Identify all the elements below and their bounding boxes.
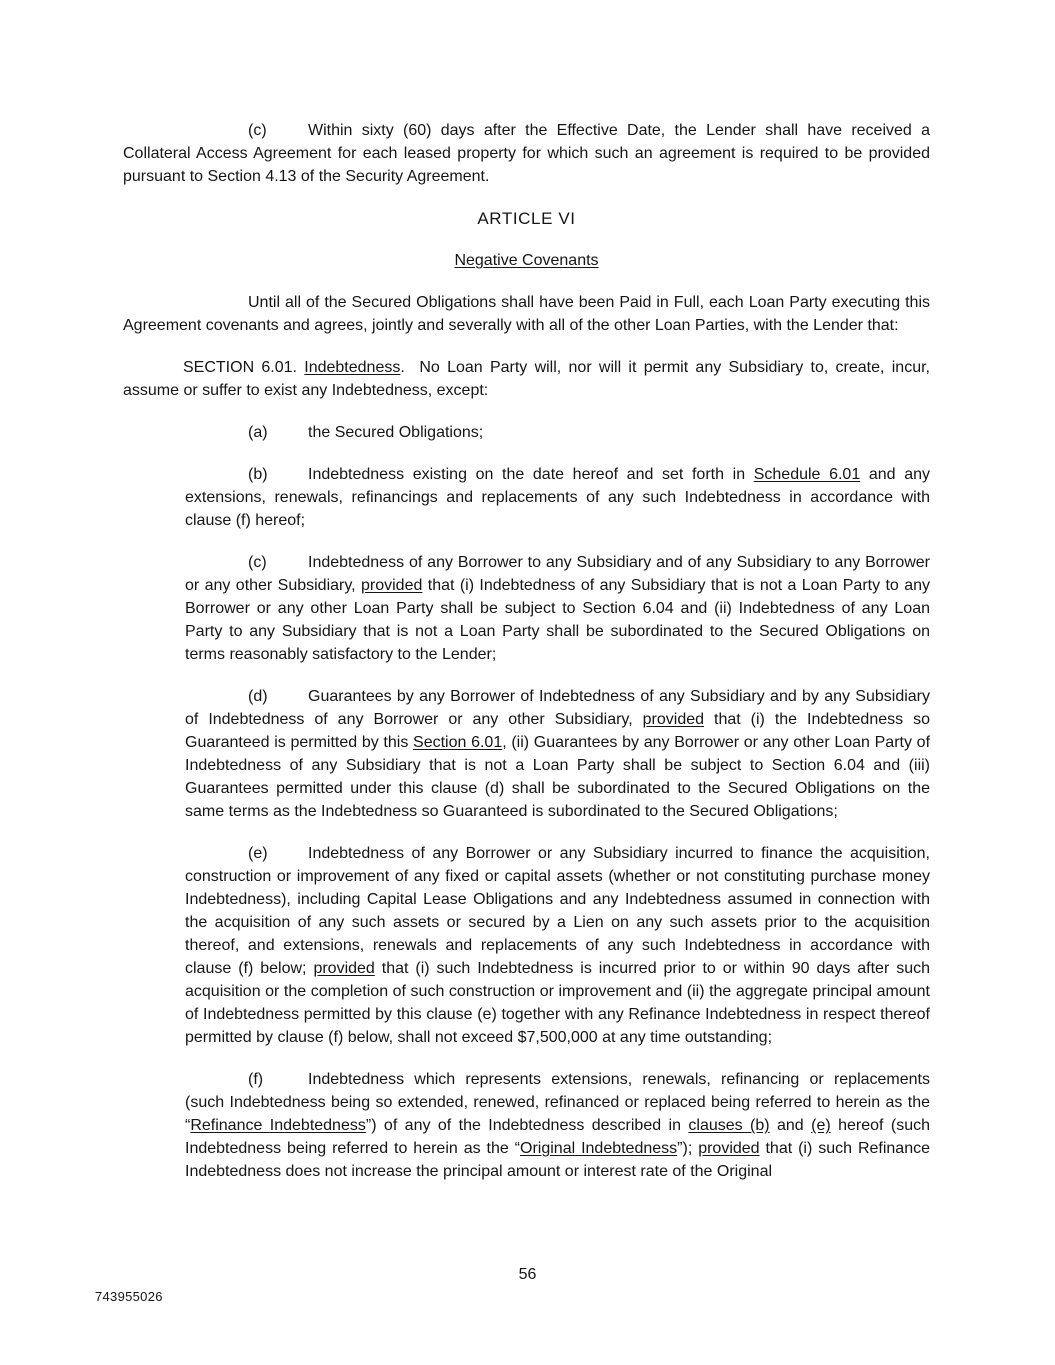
text-run: that (i) the Indebtedness so Guaranteed is permitted by this: [185, 711, 930, 751]
text-run: Until all of the Secured Obligations shall have been Paid in Full, each Loan Party executing this Agreement covenants and agrees, jointly and severally with all of the other Loan Parties, with the Lender that:: [123, 294, 930, 334]
text-run: Indebtedness of any Borrower or any Subsidiary incurred to finance the acquisition, construction or improvement of any fixed or capital assets (whether or not constituting purchase money Indebtedness), including Capital Lease Obligations and any Indebtedness assumed in connection with the acquisition of any such assets or secured by a Lien on any such assets prior to the acquisition thereof, and extensions, renewals and replacements of any such Indebtedness in accordance with clause (f) below;: [185, 845, 930, 977]
underlined-term: provided: [698, 1140, 760, 1157]
underlined-term: Refinance Indebtedness: [190, 1117, 366, 1134]
text-run: ”);: [677, 1140, 699, 1157]
underlined-term: provided: [360, 577, 423, 594]
paragraph: [185, 842, 930, 1049]
document-id-stamp: 743955026: [95, 1289, 163, 1304]
clause-label: (a): [248, 424, 268, 441]
underlined-term: Schedule 6.01: [753, 466, 861, 483]
text-run: and any extensions, renewals, refinancings and replacements of any such Indebtedness in accordance with clause (f) hereof;: [185, 466, 930, 529]
text-run: that (i) Indebtedness of any Subsidiary that is not a Loan Party to any Borrower or any other Loan Party shall be subject to Section 6.04 and (ii) Indebtedness of any Loan Party to any Subsidiary that is not a Loan Party shall be subordinated to the Secured Obligations on terms reasonably satisfactory to the Lender;: [185, 577, 930, 663]
text-run: that (i) such Refinance Indebtedness does not increase the principal amount or interest rate of the Original: [185, 1140, 931, 1180]
text-run: . No Loan Party will, nor will it permit any Subsidiary to, create, incur, assume or suffer to exist any Indebtedness, except:: [123, 359, 930, 399]
paragraph: [185, 685, 930, 823]
underlined-term: clauses (b): [688, 1117, 770, 1134]
article-subheading: Negative Covenants: [454, 252, 599, 269]
paragraph: [185, 1068, 930, 1183]
underlined-term: (e): [811, 1117, 831, 1134]
underlined-term: Original Indebtedness: [520, 1140, 678, 1157]
text-run: Indebtedness which represents extensions, renewals, refinancing or replacements (such Indebtedness being so extended, renewed, refinanced or replaced being referred to herein as the “: [185, 1071, 930, 1134]
clause-label: (c): [248, 122, 267, 139]
text-run: Within sixty (60) days after the Effective Date, the Lender shall have received a Collateral Access Agreement for each leased property for which such an agreement is required to be provided pursuant to Section 4.13 of the Security Agreement.: [123, 122, 930, 185]
text-run: hereof (such Indebtedness being referred to herein as the “: [185, 1117, 930, 1157]
top-paragraphs: [123, 119, 930, 188]
underlined-term: provided: [642, 711, 705, 728]
main-paragraphs: [123, 291, 930, 1183]
underlined-term: Section 6.01: [413, 734, 503, 751]
clause-label: (f): [248, 1071, 264, 1088]
text-run: and: [769, 1117, 812, 1134]
text-run: , (ii) Guarantees by any Borrower or any other Loan Party of Indebtedness of any Subsidiary that is not a Loan Party shall be subject to Section 6.04 and (iii) Guarantees permitted under this clause (d) shall be subordinated to the Secured Obligations on the same terms as the Indebtedness so Guaranteed is subordinated to the Secured Obligations;: [185, 734, 931, 820]
clause-label: (e): [248, 845, 268, 862]
page-number: 56: [518, 1266, 537, 1283]
text-run: Indebtedness of any Borrower to any Subsidiary and of any Subsidiary to any Borrower or any other Subsidiary,: [185, 554, 930, 594]
text-run: the Secured Obligations;: [308, 424, 484, 441]
paragraph: [123, 119, 930, 188]
text-run: ”) of any of the Indebtedness described in: [365, 1117, 689, 1134]
paragraph: [185, 551, 930, 666]
underlined-term: Indebtedness: [304, 359, 401, 376]
article-heading: ARTICLE VI: [477, 209, 576, 228]
clause-label: (b): [248, 466, 268, 483]
paragraph: [185, 463, 930, 532]
text-run: that (i) such Indebtedness is incurred prior to or within 90 days after such acquisition or the completion of such construction or improvement and (ii) the aggregate principal amount of Indebtedness permitted by this clause (e) together with any Refinance Indebtedness in respect thereof permitted by clause (f) below, shall not exceed $7,500,000 at any time outstanding;: [185, 960, 931, 1046]
text-run: SECTION 6.01.: [183, 359, 305, 376]
text-run: Indebtedness existing on the date hereof and set forth in: [308, 466, 754, 483]
paragraph: [123, 291, 930, 337]
paragraph: [123, 356, 930, 402]
clause-label: (d): [248, 688, 268, 705]
text-run: Guarantees by any Borrower of Indebtedness of any Subsidiary and by any Subsidiary of Indebtedness of any Borrower or any other Subsidiary,: [185, 688, 930, 728]
paragraph: [185, 421, 930, 444]
clause-label: (c): [248, 554, 267, 571]
underlined-term: provided: [313, 960, 375, 977]
